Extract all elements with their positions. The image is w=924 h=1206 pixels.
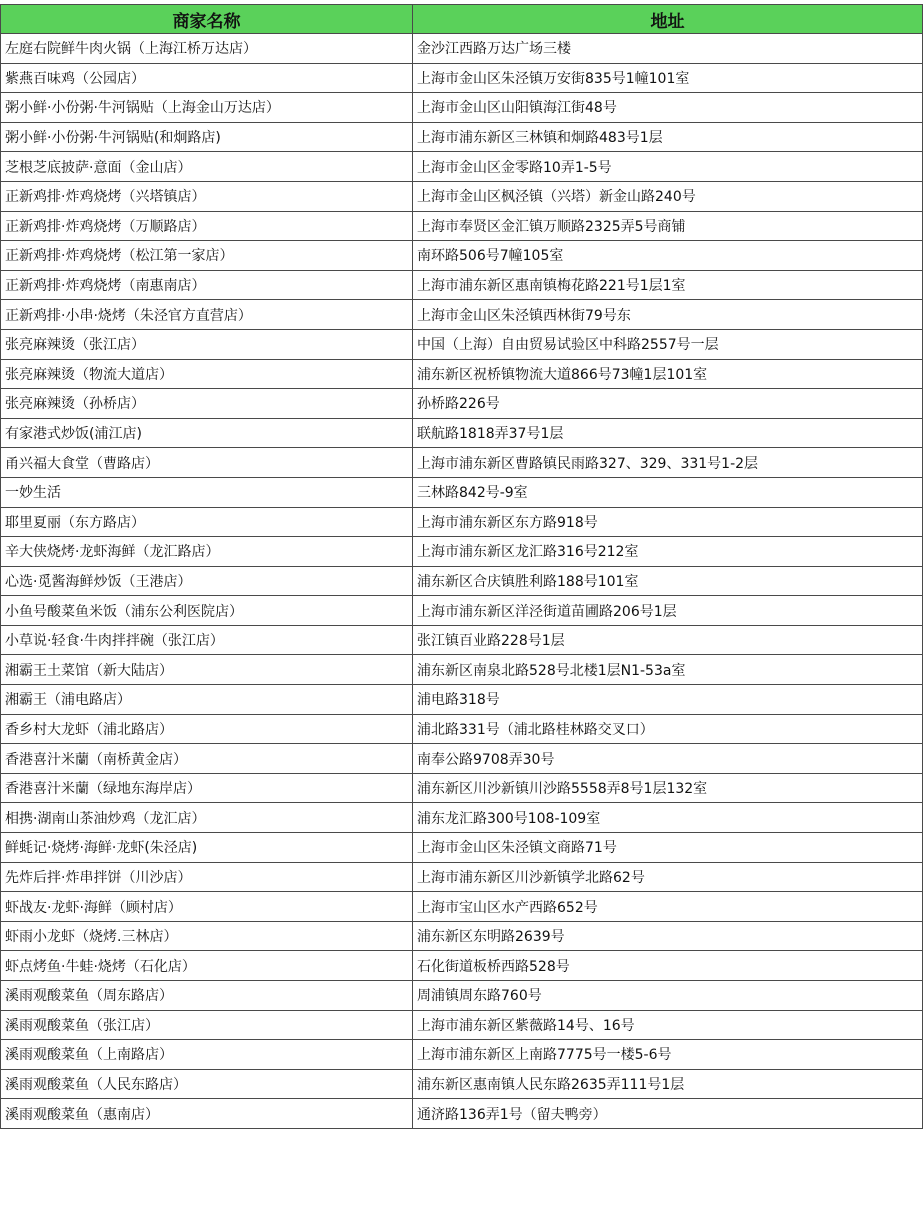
table-row [1, 300, 923, 330]
address-cell: 上海市金山区枫泾镇（兴塔）新金山路240号 [413, 181, 923, 211]
header-address: 地址 [413, 5, 923, 34]
table-row [1, 744, 923, 774]
address-cell: 浦电路318号 [413, 685, 923, 715]
merchant-name-cell: 正新鸡排·炸鸡烧烤（兴塔镇店） [1, 181, 413, 211]
table-row [1, 63, 923, 93]
table-row [1, 359, 923, 389]
merchant-name-cell: 紫燕百味鸡（公园店） [1, 63, 413, 93]
address-cell: 张江镇百业路228号1层 [413, 625, 923, 655]
address-cell: 浦东新区祝桥镇物流大道866号73幢1层101室 [413, 359, 923, 389]
address-cell: 上海市浦东新区东方路918号 [413, 507, 923, 537]
table-row [1, 773, 923, 803]
merchant-name-cell: 湘霸王土菜馆（新大陆店） [1, 655, 413, 685]
table-row [1, 566, 923, 596]
merchant-name-cell: 香乡村大龙虾（浦北路店） [1, 714, 413, 744]
merchant-name-cell: 耶里夏丽（东方路店） [1, 507, 413, 537]
address-cell: 上海市奉贤区金汇镇万顺路2325弄5号商铺 [413, 211, 923, 241]
merchant-name-cell: 正新鸡排·小串·烧烤（朱泾官方直营店） [1, 300, 413, 330]
table-row [1, 714, 923, 744]
merchant-name-cell: 溪雨观酸菜鱼（张江店） [1, 1010, 413, 1040]
address-cell: 浦北路331号（浦北路桂林路交叉口） [413, 714, 923, 744]
merchant-name-cell: 张亮麻辣烫（孙桥店） [1, 389, 413, 419]
merchant-name-cell: 溪雨观酸菜鱼（上南路店） [1, 1040, 413, 1070]
table-row [1, 507, 923, 537]
table-row [1, 892, 923, 922]
merchant-name-cell: 香港喜汁米蘭（南桥黄金店） [1, 744, 413, 774]
address-cell: 上海市浦东新区三林镇和炯路483号1层 [413, 122, 923, 152]
address-cell: 上海市浦东新区曹路镇民雨路327、329、331号1-2层 [413, 448, 923, 478]
header-row [1, 5, 923, 34]
merchant-name-cell: 虾战友·龙虾·海鲜（顾村店） [1, 892, 413, 922]
merchant-name-cell: 正新鸡排·炸鸡烧烤（万顺路店） [1, 211, 413, 241]
table-row [1, 181, 923, 211]
merchant-name-cell: 正新鸡排·炸鸡烧烤（松江第一家店） [1, 241, 413, 271]
table-row [1, 921, 923, 951]
address-cell: 浦东龙汇路300号108-109室 [413, 803, 923, 833]
address-cell: 通济路136弄1号（留夫鸭旁） [413, 1099, 923, 1129]
merchant-name-cell: 张亮麻辣烫（物流大道店） [1, 359, 413, 389]
merchant-name-cell: 小鱼号酸菜鱼米饭（浦东公利医院店） [1, 596, 413, 626]
address-cell: 上海市浦东新区洋泾街道苗圃路206号1层 [413, 596, 923, 626]
address-cell: 浦东新区南泉北路528号北楼1层N1-53a室 [413, 655, 923, 685]
address-cell: 上海市浦东新区紫薇路14号、16号 [413, 1010, 923, 1040]
merchant-name-cell: 虾雨小龙虾（烧烤.三林店） [1, 921, 413, 951]
merchant-name-cell: 辛大侠烧烤·龙虾海鲜（龙汇路店） [1, 537, 413, 567]
address-cell: 上海市金山区山阳镇海江街48号 [413, 93, 923, 123]
address-cell: 周浦镇周东路760号 [413, 981, 923, 1011]
merchant-table [0, 4, 923, 1129]
header-merchant-name: 商家名称 [1, 5, 413, 34]
address-cell: 孙桥路226号 [413, 389, 923, 419]
merchant-name-cell: 虾点烤鱼·牛蛙·烧烤（石化店） [1, 951, 413, 981]
address-cell: 南奉公路9708弄30号 [413, 744, 923, 774]
table-row [1, 477, 923, 507]
table-row [1, 625, 923, 655]
merchant-name-cell: 溪雨观酸菜鱼（人民东路店） [1, 1069, 413, 1099]
address-cell: 三林路842号-9室 [413, 477, 923, 507]
merchant-name-cell: 一妙生活 [1, 477, 413, 507]
merchant-name-cell: 香港喜汁米蘭（绿地东海岸店） [1, 773, 413, 803]
table-row [1, 241, 923, 271]
merchant-name-cell: 鲜蚝记·烧烤·海鲜·龙虾(朱泾店) [1, 833, 413, 863]
table-row [1, 1010, 923, 1040]
table-row [1, 152, 923, 182]
merchant-name-cell: 心选·觅酱海鲜炒饭（王港店） [1, 566, 413, 596]
table-row [1, 1069, 923, 1099]
merchant-name-cell: 相携·湖南山茶油炒鸡（龙汇店） [1, 803, 413, 833]
address-cell: 上海市浦东新区惠南镇梅花路221号1层1室 [413, 270, 923, 300]
merchant-name-cell: 粥小鲜·小份粥·牛河锅贴(和炯路店) [1, 122, 413, 152]
table-body [1, 34, 923, 1129]
table-row [1, 951, 923, 981]
address-cell: 上海市浦东新区龙汇路316号212室 [413, 537, 923, 567]
table-row [1, 418, 923, 448]
table-row [1, 981, 923, 1011]
merchant-name-cell: 张亮麻辣烫（张江店） [1, 329, 413, 359]
address-cell: 中国（上海）自由贸易试验区中科路2557号一层 [413, 329, 923, 359]
address-cell: 南环路506号7幢105室 [413, 241, 923, 271]
table-row [1, 862, 923, 892]
merchant-name-cell: 溪雨观酸菜鱼（惠南店） [1, 1099, 413, 1129]
merchant-name-cell: 湘霸王（浦电路店） [1, 685, 413, 715]
table-row [1, 1099, 923, 1129]
merchant-name-cell: 甬兴福大食堂（曹路店） [1, 448, 413, 478]
table-row [1, 448, 923, 478]
merchant-name-cell: 粥小鲜·小份粥·牛河锅贴（上海金山万达店） [1, 93, 413, 123]
address-cell: 浦东新区惠南镇人民东路2635弄111号1层 [413, 1069, 923, 1099]
address-cell: 石化街道板桥西路528号 [413, 951, 923, 981]
address-cell: 浦东新区川沙新镇川沙路5558弄8号1层132室 [413, 773, 923, 803]
table-row [1, 803, 923, 833]
merchant-name-cell: 正新鸡排·炸鸡烧烤（南惠南店） [1, 270, 413, 300]
address-cell: 金沙江西路万达广场三楼 [413, 34, 923, 64]
merchant-name-cell: 小草说·轻食·牛肉拌拌碗（张江店） [1, 625, 413, 655]
merchant-name-cell: 左庭右院鲜牛肉火锅（上海江桥万达店） [1, 34, 413, 64]
table-row [1, 122, 923, 152]
table-row [1, 211, 923, 241]
address-cell: 上海市金山区朱泾镇万安街835号1幢101室 [413, 63, 923, 93]
table-row [1, 34, 923, 64]
table-row [1, 833, 923, 863]
merchant-name-cell: 有家港式炒饭(浦江店) [1, 418, 413, 448]
table-row [1, 93, 923, 123]
merchant-name-cell: 先炸后拌·炸串拌饼（川沙店） [1, 862, 413, 892]
table-row [1, 270, 923, 300]
address-cell: 浦东新区合庆镇胜利路188号101室 [413, 566, 923, 596]
address-cell: 上海市金山区金零路10弄1-5号 [413, 152, 923, 182]
address-cell: 联航路1818弄37号1层 [413, 418, 923, 448]
address-cell: 上海市宝山区水产西路652号 [413, 892, 923, 922]
address-cell: 上海市金山区朱泾镇文商路71号 [413, 833, 923, 863]
address-cell: 上海市浦东新区川沙新镇学北路62号 [413, 862, 923, 892]
table-row [1, 537, 923, 567]
table-row [1, 389, 923, 419]
merchant-name-cell: 溪雨观酸菜鱼（周东路店） [1, 981, 413, 1011]
address-cell: 上海市浦东新区上南路7775号一楼5-6号 [413, 1040, 923, 1070]
table-row [1, 1040, 923, 1070]
table-row [1, 329, 923, 359]
address-cell: 上海市金山区朱泾镇西林街79号东 [413, 300, 923, 330]
table-row [1, 596, 923, 626]
address-cell: 浦东新区东明路2639号 [413, 921, 923, 951]
merchant-name-cell: 芝根芝底披萨·意面（金山店） [1, 152, 413, 182]
table-row [1, 655, 923, 685]
table-row [1, 685, 923, 715]
